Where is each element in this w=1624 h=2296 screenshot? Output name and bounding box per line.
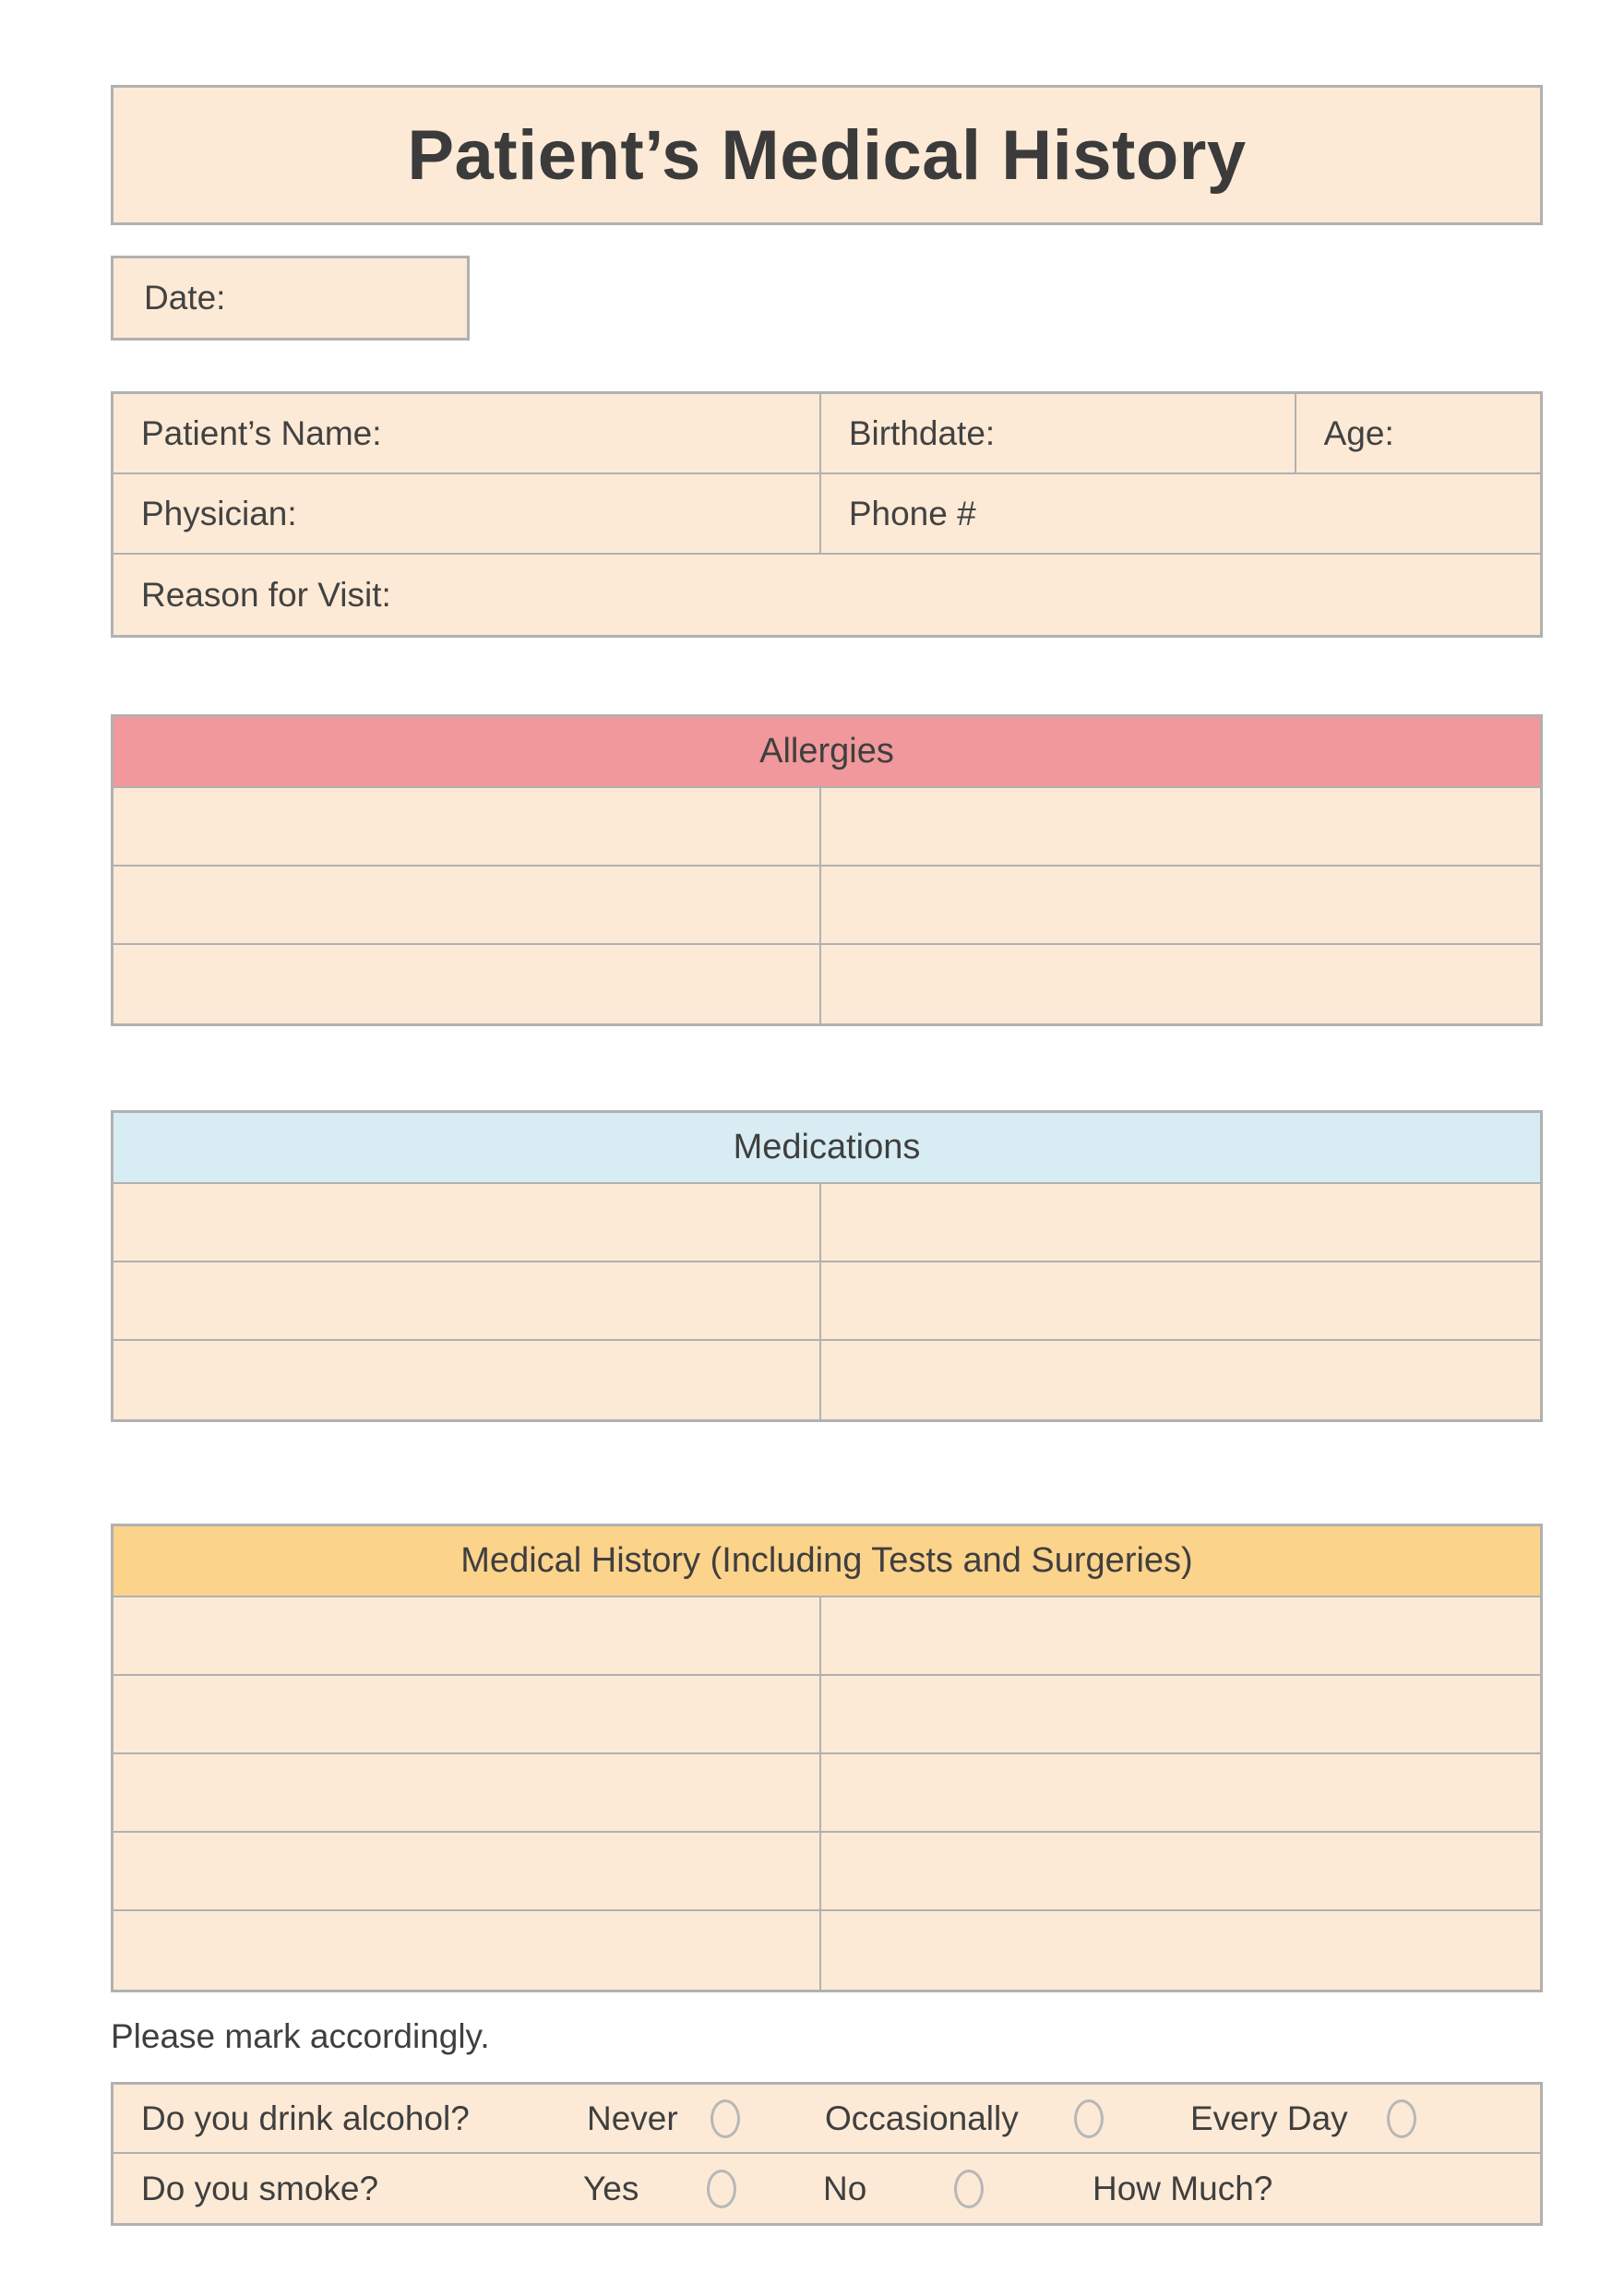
empty-cell[interactable]: [113, 1754, 821, 1831]
medical-history-rows: [113, 1597, 1540, 1990]
empty-cell[interactable]: [821, 1341, 1540, 1419]
reason-for-visit-field[interactable]: [113, 555, 1540, 635]
alcohol-option-occasionally-label: Occasionally: [825, 2099, 1019, 2137]
alcohol-occasionally-radio[interactable]: [1074, 2099, 1104, 2138]
empty-row: [113, 1341, 1540, 1419]
phone-label: Phone #: [848, 494, 976, 532]
empty-row: [113, 1833, 1540, 1911]
smoke-no-radio[interactable]: [954, 2170, 984, 2208]
empty-cell[interactable]: [113, 1597, 821, 1674]
medical-history-section-header: [113, 1526, 1540, 1597]
age-field[interactable]: [1296, 394, 1540, 472]
smoke-option-yes-label: Yes: [583, 2169, 639, 2207]
empty-row: [113, 1597, 1540, 1676]
medical-history-title: Medical History (Including Tests and Surgeries): [460, 1541, 1193, 1580]
empty-row: [113, 1184, 1540, 1262]
empty-cell[interactable]: [113, 1833, 821, 1909]
alcohol-option-everyday-label: Every Day: [1190, 2099, 1348, 2137]
empty-cell[interactable]: [113, 1911, 821, 1990]
medications-section-header: [113, 1113, 1540, 1184]
date-label: Date:: [144, 279, 226, 317]
empty-cell[interactable]: [113, 1262, 821, 1339]
empty-cell[interactable]: [821, 1676, 1540, 1752]
empty-cell[interactable]: [821, 1833, 1540, 1909]
age-label: Age:: [1323, 413, 1394, 452]
empty-row: [113, 1262, 1540, 1341]
empty-cell[interactable]: [821, 1184, 1540, 1261]
reason-for-visit-label: Reason for Visit:: [141, 575, 391, 614]
empty-row: [113, 1754, 1540, 1833]
empty-cell[interactable]: [821, 788, 1540, 865]
empty-cell[interactable]: [821, 867, 1540, 943]
medications-section: [111, 1110, 1543, 1422]
physician-label: Physician:: [141, 494, 297, 532]
empty-row: [113, 867, 1540, 945]
allergies-section-header: [113, 717, 1540, 788]
alcohol-never-radio[interactable]: [710, 2099, 740, 2138]
smoke-question-label: Do you smoke?: [141, 2169, 379, 2207]
birthdate-field[interactable]: [821, 394, 1296, 472]
medications-rows: [113, 1184, 1540, 1419]
birthdate-label: Birthdate:: [848, 413, 996, 452]
empty-cell[interactable]: [113, 945, 821, 1023]
empty-cell[interactable]: [821, 1754, 1540, 1831]
empty-row: [113, 788, 1540, 867]
empty-cell[interactable]: [113, 867, 821, 943]
table-row: [113, 474, 1540, 555]
smoke-option-no-label: No: [823, 2169, 867, 2207]
patient-name-label: Patient’s Name:: [141, 413, 382, 452]
alcohol-question-row: [113, 2085, 1540, 2154]
page-title: Patient’s Medical History: [407, 115, 1247, 195]
smoke-question-row: [113, 2154, 1540, 2223]
questionnaire-table: [111, 2082, 1543, 2226]
form-title-banner: [111, 85, 1543, 225]
empty-cell[interactable]: [821, 1262, 1540, 1339]
medical-history-section: [111, 1524, 1543, 1992]
empty-cell[interactable]: [113, 1184, 821, 1261]
allergies-rows: [113, 788, 1540, 1023]
patient-name-field[interactable]: [113, 394, 821, 472]
medications-title: Medications: [733, 1128, 921, 1166]
allergies-section: [111, 714, 1543, 1026]
table-row: [113, 555, 1540, 635]
alcohol-option-never-label: Never: [587, 2099, 678, 2137]
alcohol-everyday-radio[interactable]: [1387, 2099, 1416, 2138]
empty-cell[interactable]: [113, 788, 821, 865]
allergies-title: Allergies: [759, 732, 894, 771]
empty-cell[interactable]: [113, 1341, 821, 1419]
smoke-how-much-label: How Much?: [1093, 2169, 1273, 2207]
smoke-yes-radio[interactable]: [707, 2170, 736, 2208]
empty-row: [113, 1911, 1540, 1990]
empty-row: [113, 1676, 1540, 1754]
empty-cell[interactable]: [821, 945, 1540, 1023]
empty-cell[interactable]: [821, 1597, 1540, 1674]
mark-accordingly-instruction: Please mark accordingly.: [111, 2017, 490, 2055]
alcohol-question-label: Do you drink alcohol?: [141, 2099, 470, 2137]
empty-cell[interactable]: [113, 1676, 821, 1752]
physician-field[interactable]: [113, 474, 821, 553]
phone-field[interactable]: [821, 474, 1540, 553]
date-field[interactable]: [111, 256, 470, 341]
patient-info-table: [111, 391, 1543, 638]
table-row: [113, 394, 1540, 474]
empty-row: [113, 945, 1540, 1023]
empty-cell[interactable]: [821, 1911, 1540, 1990]
